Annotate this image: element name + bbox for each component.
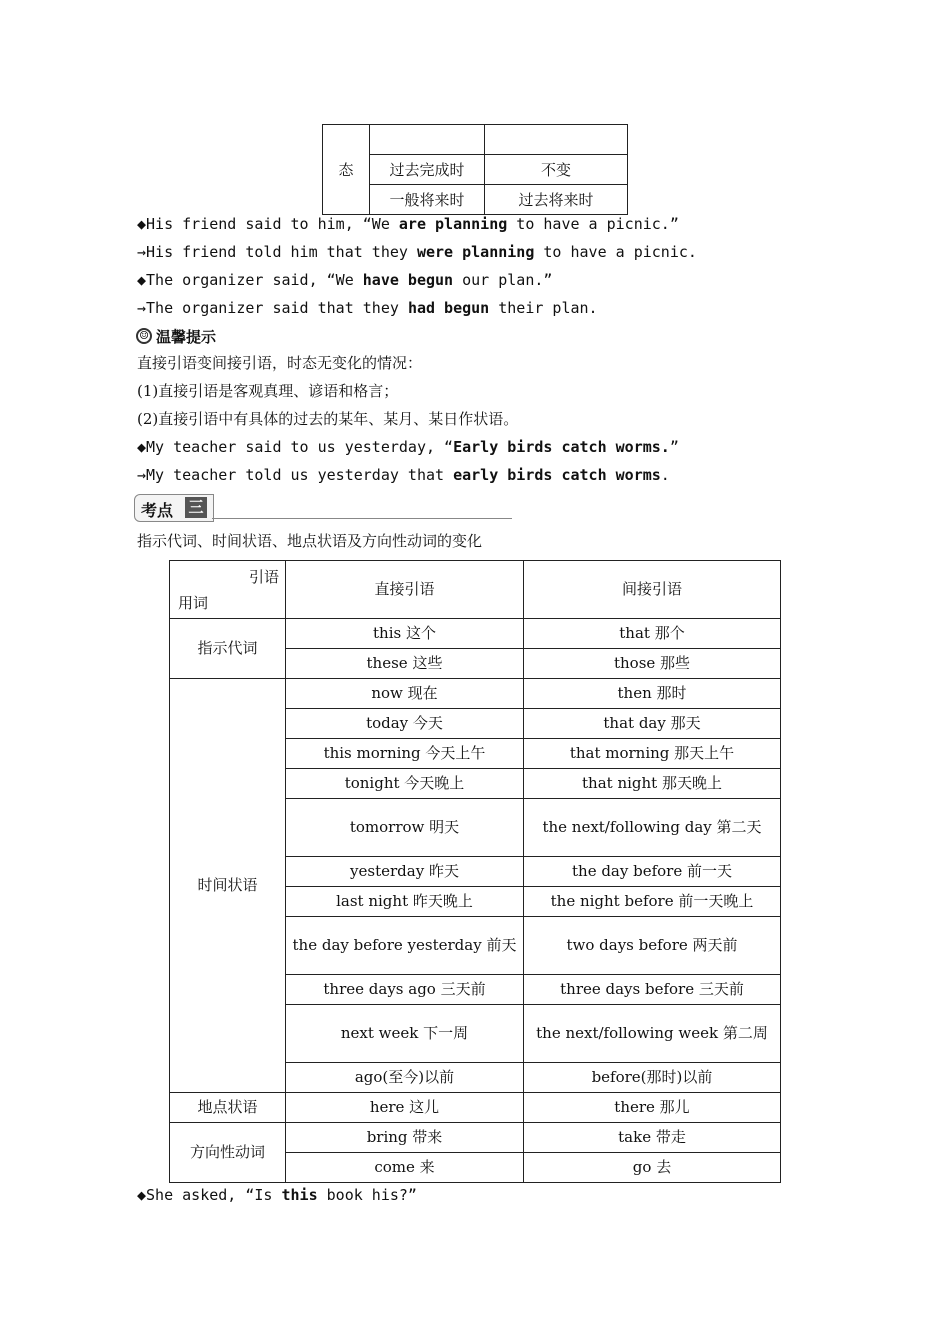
indirect-cell: the next/following day 第二天 (524, 799, 781, 857)
group-label: 指示代词 (170, 619, 286, 679)
header-corner-cell (170, 561, 286, 619)
direct-cell: tomorrow 明天 (286, 799, 524, 857)
direct-cell: ago(至今)以前 (286, 1063, 524, 1093)
example-line: ◆His friend said to him, “We are planning to have a picnic.” (137, 215, 679, 233)
group-label: 时间状语 (170, 679, 286, 1093)
section-title: 指示代词、时间状语、地点状语及方向性动词的变化 (137, 532, 483, 550)
direct-cell: next week 下一周 (286, 1005, 524, 1063)
table-header-row (170, 561, 781, 619)
example-line: ◆She asked, “Is this book his?” (137, 1186, 417, 1204)
section-rule (212, 518, 512, 519)
group-label: 方向性动词 (170, 1123, 286, 1183)
tense-table (322, 124, 628, 215)
indirect-cell: that morning 那天上午 (524, 739, 781, 769)
indirect-cell: there 那儿 (524, 1093, 781, 1123)
indirect-cell: the next/following week 第二周 (524, 1005, 781, 1063)
indirect-cell: those 那些 (524, 649, 781, 679)
direct-cell: the day before yesterday 前天 (286, 917, 524, 975)
table-row (170, 1093, 781, 1123)
direct-cell: these 这些 (286, 649, 524, 679)
example-line: ◆My teacher said to us yesterday, “Early birds catch worms.” (137, 438, 679, 456)
corner-bottom: 用词 (178, 593, 209, 612)
indirect-cell: take 带走 (524, 1123, 781, 1153)
tense-indirect-cell: 过去将来时 (485, 185, 628, 215)
tense-indirect-cell (485, 125, 628, 155)
direct-cell: three days ago 三天前 (286, 975, 524, 1005)
header-direct: 直接引语 (286, 561, 524, 619)
corner-top: 引语 (248, 567, 279, 586)
direct-cell: this morning 今天上午 (286, 739, 524, 769)
indirect-cell: two days before 两天前 (524, 917, 781, 975)
example-line: →The organizer said that they had begun their plan. (137, 299, 598, 317)
example-line: ◆The organizer said, “We have begun our plan.” (137, 271, 553, 289)
tense-indirect-cell: 不变 (485, 155, 628, 185)
direct-cell: bring 带来 (286, 1123, 524, 1153)
indirect-cell: the night before 前一天晚上 (524, 887, 781, 917)
table-row (170, 679, 781, 709)
indirect-cell: the day before 前一天 (524, 857, 781, 887)
indirect-cell: go 去 (524, 1153, 781, 1183)
tense-direct-cell: 过去完成时 (370, 155, 485, 185)
tense-row-label: 态 (323, 125, 370, 215)
tense-direct-cell: 一般将来时 (370, 185, 485, 215)
direct-cell: yesterday 昨天 (286, 857, 524, 887)
indirect-cell: that 那个 (524, 619, 781, 649)
section-header (134, 494, 514, 520)
header-indirect: 间接引语 (524, 561, 781, 619)
indirect-cell: before(那时)以前 (524, 1063, 781, 1093)
direct-cell: last night 昨天晚上 (286, 887, 524, 917)
indirect-cell: three days before 三天前 (524, 975, 781, 1005)
tip-line: (1)直接引语是客观真理、谚语和格言； (137, 382, 399, 400)
indirect-cell: that night 那天晚上 (524, 769, 781, 799)
example-line: →His friend told him that they were planning to have a picnic. (137, 243, 697, 261)
tense-direct-cell (370, 125, 485, 155)
tip-line: 直接引语变间接引语，时态无变化的情况： (137, 354, 423, 372)
tip-title: 温馨提示 (156, 328, 217, 346)
table-row (170, 1123, 781, 1153)
tip-line: (2)直接引语中有具体的过去的某年、某月、某日作状语。 (137, 410, 519, 428)
direct-cell: here 这儿 (286, 1093, 524, 1123)
table-row (170, 619, 781, 649)
direct-cell: tonight 今天晚上 (286, 769, 524, 799)
group-label: 地点状语 (170, 1093, 286, 1123)
smile-icon: ☺ (136, 328, 152, 344)
example-line: →My teacher told us yesterday that early birds catch worms. (137, 466, 670, 484)
direct-cell: today 今天 (286, 709, 524, 739)
reported-speech-table (169, 560, 781, 1183)
indirect-cell: then 那时 (524, 679, 781, 709)
direct-cell: now 现在 (286, 679, 524, 709)
section-number: 三 (185, 497, 207, 518)
section-badge: 考点 三 (134, 494, 214, 522)
indirect-cell: that day 那天 (524, 709, 781, 739)
direct-cell: this 这个 (286, 619, 524, 649)
direct-cell: come 来 (286, 1153, 524, 1183)
